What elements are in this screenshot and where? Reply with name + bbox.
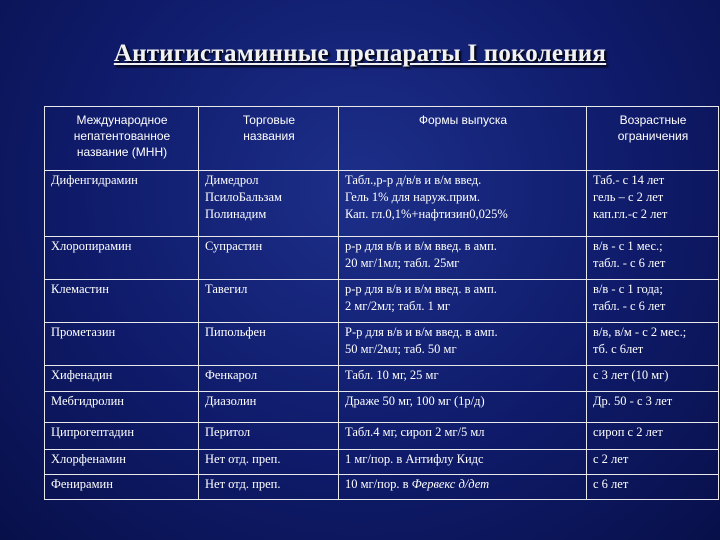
cell-line: Драже 50 мг, 100 мг (1р/д) bbox=[345, 394, 485, 408]
cell-line: Супрастин bbox=[205, 239, 263, 253]
cell-line: в/в, в/м - с 2 мес.; bbox=[593, 325, 687, 339]
table-row bbox=[45, 366, 719, 392]
cell-trade bbox=[199, 366, 339, 392]
cell-line: Хлоропирамин bbox=[51, 239, 132, 253]
cell-line: с 3 лет (10 мг) bbox=[593, 368, 669, 382]
cell-trade bbox=[199, 171, 339, 237]
cell-line: Ципрогептадин bbox=[51, 425, 135, 439]
cell-line: в/в - с 1 года; bbox=[593, 282, 663, 296]
cell-mnn bbox=[45, 392, 199, 423]
cell-forms bbox=[339, 280, 587, 323]
header-age-line: ограничения bbox=[617, 129, 689, 143]
cell-age bbox=[587, 171, 719, 237]
cell-line: табл. - с 6 лет bbox=[593, 299, 666, 313]
cell-mnn bbox=[45, 171, 199, 237]
cell-trade bbox=[199, 323, 339, 366]
cell-line: тб. с 6лет bbox=[593, 342, 644, 356]
cell-mnn bbox=[45, 323, 199, 366]
cell-age bbox=[587, 475, 719, 500]
cell-mnn bbox=[45, 423, 199, 450]
cell-line: р-р для в/в и в/м введ. в амп. bbox=[345, 282, 497, 296]
cell-line: с 6 лет bbox=[593, 477, 629, 491]
cell-line: Прометазин bbox=[51, 325, 116, 339]
cell-line: Нет отд. преп. bbox=[205, 477, 281, 491]
cell-trade bbox=[199, 450, 339, 475]
cell-mnn bbox=[45, 450, 199, 475]
slide-title: Антигистаминные препараты I поколения bbox=[113, 40, 607, 67]
table-header-row bbox=[45, 107, 719, 171]
cell-forms bbox=[339, 450, 587, 475]
cell-forms bbox=[339, 392, 587, 423]
cell-forms bbox=[339, 323, 587, 366]
cell-line: Хлорфенамин bbox=[51, 452, 126, 466]
cell-mnn bbox=[45, 366, 199, 392]
cell-trade bbox=[199, 392, 339, 423]
cell-line: Нет отд. преп. bbox=[205, 452, 281, 466]
header-mnn bbox=[45, 107, 199, 171]
cell-text: 10 мг/пор. в bbox=[345, 477, 412, 491]
cell-age bbox=[587, 366, 719, 392]
cell-line: гель – с 2 лет bbox=[593, 190, 664, 204]
header-age-line: Возрастные bbox=[619, 113, 687, 127]
table-row bbox=[45, 475, 719, 500]
cell-line: Пипольфен bbox=[205, 325, 266, 339]
cell-mnn bbox=[45, 280, 199, 323]
cell-line: Мебгидролин bbox=[51, 394, 124, 408]
cell-line: Гель 1% для наруж.прим. bbox=[345, 190, 480, 204]
cell-line: табл. - с 6 лет bbox=[593, 256, 666, 270]
header-mnn-line: название (МНН) bbox=[76, 145, 168, 159]
cell-line: Табл. 10 мг, 25 мг bbox=[345, 368, 439, 382]
cell-trade bbox=[199, 237, 339, 280]
header-forms bbox=[339, 107, 587, 171]
header-trade-line: Торговые bbox=[242, 113, 296, 127]
cell-line: Фенирамин bbox=[51, 477, 113, 491]
cell-forms bbox=[339, 475, 587, 500]
cell-forms bbox=[339, 171, 587, 237]
table-row bbox=[45, 450, 719, 475]
product-name-italic: Фервекс д/дет bbox=[411, 477, 490, 491]
cell-forms bbox=[339, 366, 587, 392]
table-row bbox=[45, 280, 719, 323]
cell-trade bbox=[199, 280, 339, 323]
drug-table bbox=[44, 106, 719, 500]
cell-line: в/в - с 1 мес.; bbox=[593, 239, 663, 253]
cell-age bbox=[587, 392, 719, 423]
cell-line: р-р для в/в и в/м введ. в амп. bbox=[345, 239, 497, 253]
table-row bbox=[45, 423, 719, 450]
table-row bbox=[45, 237, 719, 280]
cell-forms bbox=[339, 423, 587, 450]
cell-line: 20 мг/1мл; табл. 25мг bbox=[345, 256, 460, 270]
header-mnn-line: непатентованное bbox=[73, 129, 171, 143]
cell-line: Фенкарол bbox=[205, 368, 258, 382]
cell-age bbox=[587, 323, 719, 366]
cell-line: с 2 лет bbox=[593, 452, 629, 466]
cell-mnn bbox=[45, 475, 199, 500]
cell-trade bbox=[199, 475, 339, 500]
cell-line: Диазолин bbox=[205, 394, 257, 408]
cell-line: Клемастин bbox=[51, 282, 109, 296]
cell-line: 50 мг/2мл; таб. 50 мг bbox=[345, 342, 457, 356]
cell-line: Хифенадин bbox=[51, 368, 113, 382]
cell-line: Перитол bbox=[205, 425, 251, 439]
header-trade-line: названия bbox=[243, 129, 295, 143]
cell-age bbox=[587, 423, 719, 450]
cell-trade bbox=[199, 423, 339, 450]
cell-line: Табл.4 мг, сироп 2 мг/5 мл bbox=[345, 425, 485, 439]
table-row bbox=[45, 171, 719, 237]
header-mnn-line: Международное bbox=[76, 113, 168, 127]
cell-age bbox=[587, 450, 719, 475]
cell-line: Р-р для в/в и в/м введ. в амп. bbox=[345, 325, 498, 339]
cell-line: Дифенгидрамин bbox=[51, 173, 138, 187]
cell-mnn bbox=[45, 237, 199, 280]
cell-line: Тавегил bbox=[205, 282, 248, 296]
cell-age bbox=[587, 237, 719, 280]
header-forms-line: Формы выпуска bbox=[418, 113, 508, 127]
cell-age bbox=[587, 280, 719, 323]
cell-line: 1 мг/пор. в Антифлу Кидс bbox=[345, 452, 484, 466]
cell-line: Табл.,р-р д/в/в и в/м введ. bbox=[345, 173, 482, 187]
cell-line: ПсилоБальзам bbox=[205, 190, 282, 204]
header-trade bbox=[199, 107, 339, 171]
header-age bbox=[587, 107, 719, 171]
cell-line: Др. 50 - с 3 лет bbox=[593, 394, 673, 408]
cell-line: сироп с 2 лет bbox=[593, 425, 663, 439]
cell-line: 2 мг/2мл; табл. 1 мг bbox=[345, 299, 450, 313]
cell-line: Димедрол bbox=[205, 173, 259, 187]
cell-line: Полинадим bbox=[205, 207, 267, 221]
cell-forms bbox=[339, 237, 587, 280]
cell-line: кап.гл.-с 2 лет bbox=[593, 207, 668, 221]
cell-line: Таб.- с 14 лет bbox=[593, 173, 665, 187]
table-row bbox=[45, 392, 719, 423]
table-row bbox=[45, 323, 719, 366]
cell-line: Кап. гл.0,1%+нафтизин0,025% bbox=[345, 207, 508, 221]
